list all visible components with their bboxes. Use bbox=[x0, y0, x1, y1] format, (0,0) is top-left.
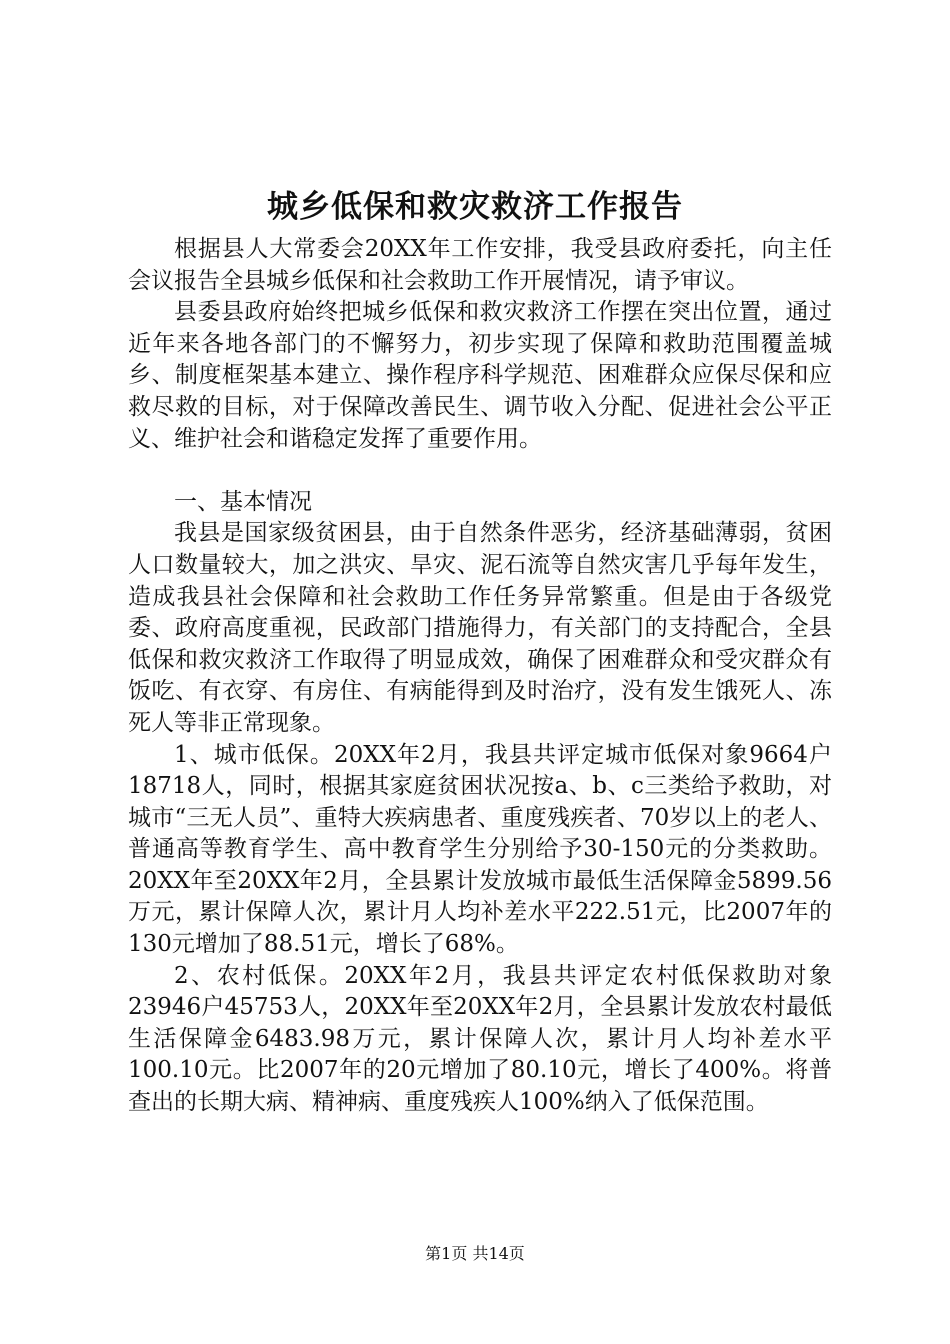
paragraph-basic-situation: 我县是国家级贫困县，由于自然条件恶劣，经济基础薄弱，贫困人口数量较大，加之洪灾、旱灾、泥石流等自然灾害几乎每年发生，造成我县社会保障和社会救助工作任务异常繁重。但是由于各级党委、政府高度重视，民政部门措施得力，有关部门的支持配合，全县低保和救灾救济工作取得了明显成效，确保了困难群众和受灾群众有饭吃、有衣穿、有房住、有病能得到及时治疗，没有发生饿死人、冻死人等非正常现象。 bbox=[128, 520, 832, 736]
document-title: 城乡低保和救灾救济工作报告 bbox=[267, 189, 683, 225]
document-body bbox=[128, 234, 832, 1119]
section-heading-basic-situation: 一、基本情况 bbox=[174, 488, 312, 515]
paragraph-intro: 根据县人大常委会20XX年工作安排，我受县政府委托，向主任会议报告全县城乡低保和社会救助工作开展情况，请予审议。 bbox=[128, 236, 832, 294]
paragraph-rural-subsistence: 2、农村低保。20XX年2月，我县共评定农村低保救助对象23946户45753人，20XX年至20XX年2月，全县累计发放农村最低生活保障金6483.98万元，累计保障人次，累计月人均补差水平100.10元。比2007年的20元增加了80.10元，增长了400%。将普查出的长期大病、精神病、重度残疾人100%纳入了低保范围。 bbox=[128, 962, 832, 1116]
paragraph-overview: 县委县政府始终把城乡低保和救灾救济工作摆在突出位置，通过近年来各地各部门的不懈努力，初步实现了保障和救助范围覆盖城乡、制度框架基本建立、操作程序科学规范、困难群众应保尽保和应救尽救的目标，对于保障改善民生、调节收入分配、促进社会公平正义、维护社会和谐稳定发挥了重要作用。 bbox=[128, 299, 832, 452]
page-number-footer: 第1页 共14页 bbox=[425, 1244, 525, 1263]
paragraph-urban-subsistence: 1、城市低保。20XX年2月，我县共评定城市低保对象9664户18718人，同时，根据其家庭贫困状况按a、b、c三类给予救助，对城市“三无人员”、重特大疾病患者、重度残疾者、70岁以上的老人、普通高等教育学生、高中教育学生分别给予30-150元的分类救助。20XX年至20XX年2月，全县累计发放城市最低生活保障金5899.56万元，累计保障人次，累计月人均补差水平222.51元，比2007年的130元增加了88.51元，增长了68%。 bbox=[128, 741, 832, 958]
